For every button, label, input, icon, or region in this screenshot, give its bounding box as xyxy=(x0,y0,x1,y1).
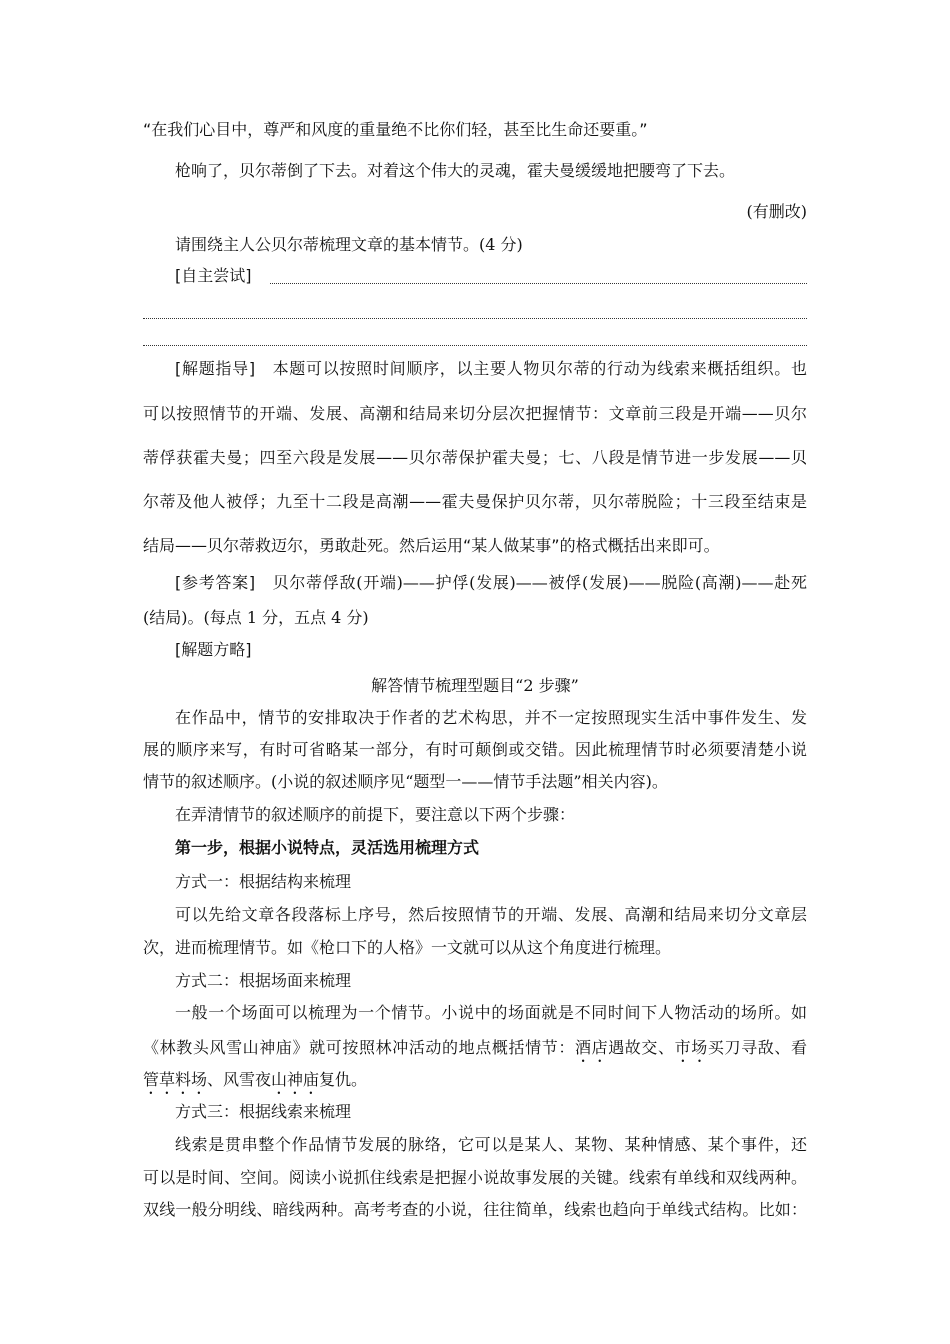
strategy-title: 解答情节梳理型题目“2 步骤” xyxy=(371,676,579,695)
method1-line-1: 可以先给文章各段落标上序号，然后按照情节的开端、发展、高潮和结局来切分文章层 xyxy=(175,905,807,924)
guidance-line-2: 可以按照情节的开端、发展、高潮和结局来切分层次把握情节：文章前三段是开端——贝尔 xyxy=(143,404,807,423)
method2-line-2: 《林教头风雪山神庙》就可按照林冲活动的地点概括情节：酒店遇故交、市场买刀寻敌、看 xyxy=(143,1038,807,1057)
answer-blank-line-2[interactable] xyxy=(143,318,807,319)
source-note: (有删改) xyxy=(746,202,807,221)
method3-line-3: 双线一般分明线、暗线两种。高考考查的小说，往往简单，线索也趋向于单线式结构。比如： xyxy=(143,1200,807,1219)
self-try-label: [自主尝试] xyxy=(175,266,252,285)
method2-line-1: 一般一个场面可以梳理为一个情节。小说中的场面就是不同时间下人物活动的场所。如 xyxy=(175,1003,807,1022)
step1-heading: 第一步，根据小说特点，灵活选用梳理方式 xyxy=(175,838,480,857)
answer-line-1: [参考答案] 贝尔蒂俘敌(开端)——护俘(发展)——被俘(发展)——脱险(高潮)——赴死 xyxy=(175,573,807,592)
emphasis-tavern: 酒店 xyxy=(574,1038,609,1057)
method2-title: 方式二：根据场面来梳理 xyxy=(175,971,352,990)
intro-line-1: 在作品中，情节的安排取决于作者的艺术构思，并不一定按照现实生活中事件发生、发 xyxy=(175,708,807,727)
quote-line: “在我们心目中，尊严和风度的重量绝不比你们轻，甚至比生命还要重。” xyxy=(143,120,648,139)
answer-label: [参考答案] xyxy=(175,573,256,592)
story-final-line: 枪响了，贝尔蒂倒了下去。对着这个伟大的灵魂，霍夫曼缓缓地把腰弯了下去。 xyxy=(175,161,736,180)
answer-line-2: (结局)。(每点 1 分，五点 4 分) xyxy=(143,608,369,627)
method3-title: 方式三：根据线索来梳理 xyxy=(175,1102,352,1121)
emphasis-fodder-yard: 管草料场 xyxy=(143,1070,208,1089)
question-prompt: 请围绕主人公贝尔蒂梳理文章的基本情节。(4 分) xyxy=(175,235,523,254)
emphasis-market: 市场 xyxy=(674,1038,708,1057)
method3-line-2: 可以是时间、空间。阅读小说抓住线索是把握小说故事发展的关键。线索有单线和双线两种。 xyxy=(143,1168,807,1187)
guidance-line-1: [解题指导] 本题可以按照时间顺序，以主要人物贝尔蒂的行动为线索来概括组织。也 xyxy=(175,359,807,378)
answer-blank-line-3[interactable] xyxy=(143,345,807,346)
method3-line-1: 线索是贯串整个作品情节发展的脉络，它可以是某人、某物、某种情感、某个事件，还 xyxy=(175,1135,807,1154)
intro-line-2: 展的顺序来写，有时可省略某一部分，有时可颠倒或交错。因此梳理情节时必须要清楚小说 xyxy=(143,740,807,759)
answer-blank-line-1[interactable] xyxy=(270,283,807,284)
guidance-line-4: 尔蒂及他人被俘；九至十二段是高潮——霍夫曼保护贝尔蒂，贝尔蒂脱险；十三段至结束是 xyxy=(143,492,807,511)
guidance-line-5: 结局——贝尔蒂救迈尔，勇敢赴死。然后运用“某人做某事”的格式概括出来即可。 xyxy=(143,536,720,555)
emphasis-temple: 山神庙 xyxy=(271,1070,320,1089)
method1-line-2: 次，进而梳理情节。如《枪口下的人格》一文就可以从这个角度进行梳理。 xyxy=(143,938,672,957)
method2-line-3: 管草料场、风雪夜山神庙复仇。 xyxy=(143,1070,368,1089)
premise-line: 在弄清情节的叙述顺序的前提下，要注意以下两个步骤： xyxy=(175,805,576,824)
method1-title: 方式一：根据结构来梳理 xyxy=(175,872,352,891)
guidance-label: [解题指导] xyxy=(175,359,256,378)
strategy-label: [解题方略] xyxy=(175,640,252,659)
guidance-line-3: 蒂俘获霍夫曼；四至六段是发展——贝尔蒂保护霍夫曼；七、八段是情节进一步发展——贝 xyxy=(143,448,807,467)
intro-line-3: 情节的叙述顺序。(小说的叙述顺序见“题型一——情节手法题”相关内容)。 xyxy=(143,772,668,791)
